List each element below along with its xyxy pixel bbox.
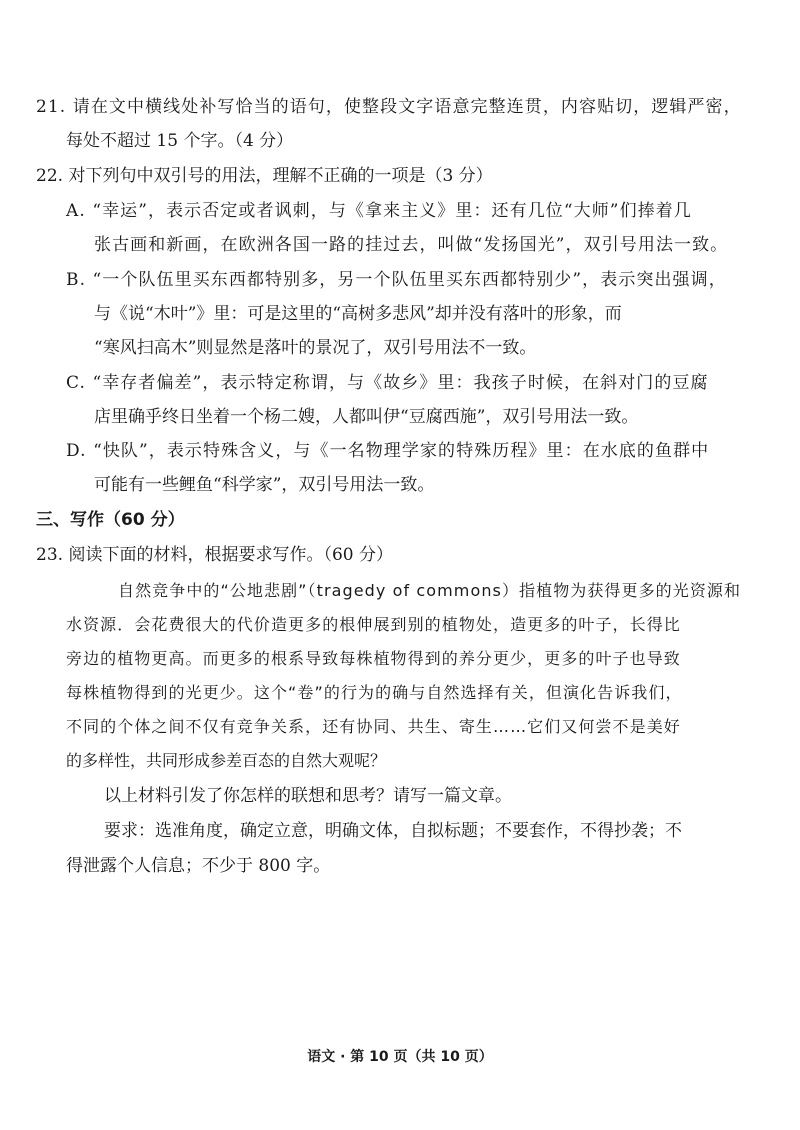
q21-line-2: 每处不超过 15 个字。（4 分） — [66, 131, 294, 151]
q22-option-c-line-1: C. “幸存者偏差”，表示特定称谓，与《故乡》里：我孩子时候，在斜对门的豆腐 — [66, 373, 709, 393]
q23-prompt: 以上材料引发了你怎样的联想和思考？请写一篇文章。 — [104, 786, 512, 806]
q21-line-1: 21. 请在文中横线处补写恰当的语句，使整段文字语意完整连贯，内容贴切，逻辑严密， — [36, 97, 742, 117]
q23-material-line-1: 自然竞争中的“公地悲剧”（tragedy of commons）指植物为获得更多的光资源和 — [118, 581, 742, 600]
q23-stem: 23. 阅读下面的材料，根据要求写作。（60 分） — [36, 545, 393, 565]
q23-requirement-line-1: 要求：选准角度，确定立意，明确文体，自拟标题；不要套作，不得抄袭；不 — [104, 821, 682, 841]
q23-material-line-6: 的多样性，共同形成参差百态的自然大观呢？ — [66, 751, 387, 770]
q22-stem: 22. 对下列句中双引号的用法，理解不正确的一项是（3 分） — [36, 166, 493, 186]
q22-option-b-line-1: B. “一个队伍里买东西都特别多，另一个队伍里买东西都特别少”，表示突出强调， — [66, 270, 727, 290]
q22-option-a-line-1: A. “幸运”，表示否定或者讽刺，与《拿来主义》里：还有几位“大师”们捧着几 — [66, 201, 692, 221]
page-footer: 语文 · 第 10 页（共 10 页） — [307, 1049, 493, 1065]
q22-option-b-line-3: “寒风扫高木”则显然是落叶的景况了，双引号用法不一致。 — [94, 338, 537, 358]
q22-option-d-line-1: D. “快队”，表示特殊含义，与《一名物理学家的特殊历程》里：在水底的鱼群中 — [66, 441, 710, 461]
q22-option-a-line-2: 张古画和新画，在欧洲各国一路的挂过去，叫做“发扬国光”，双引号用法一致。 — [94, 235, 729, 255]
q23-material-line-4: 每株植物得到的光更少。这个“卷”的行为的确与自然选择有关，但演化告诉我们， — [66, 683, 683, 702]
q22-option-c-line-2: 店里确乎终日坐着一个杨二嫂，人都叫伊“豆腐西施”，双引号用法一致。 — [94, 407, 639, 427]
q23-material-line-2: 水资源．会花费很大的代价造更多的根伸展到别的植物处，造更多的叶子，长得比 — [66, 615, 681, 634]
q23-material-line-5: 不同的个体之间不仅有竞争关系，还有协同、共生、寄生……它们又何尝不是美好 — [66, 717, 681, 736]
q22-option-b-line-2: 与《说“木叶”》里：可是这里的“高树多悲风”却并没有落叶的形象，而 — [94, 304, 622, 324]
q23-requirement-line-2: 得泄露个人信息；不少于 800 字。 — [66, 856, 331, 876]
section-writing-title: 三、写作（60 分） — [36, 510, 185, 530]
q22-option-d-line-2: 可能有一些鲤鱼“科学家”，双引号用法一致。 — [94, 475, 435, 495]
q23-material-line-3: 旁边的植物更高。而更多的根系导致每株植物得到的养分更少，更多的叶子也导致 — [66, 649, 681, 668]
